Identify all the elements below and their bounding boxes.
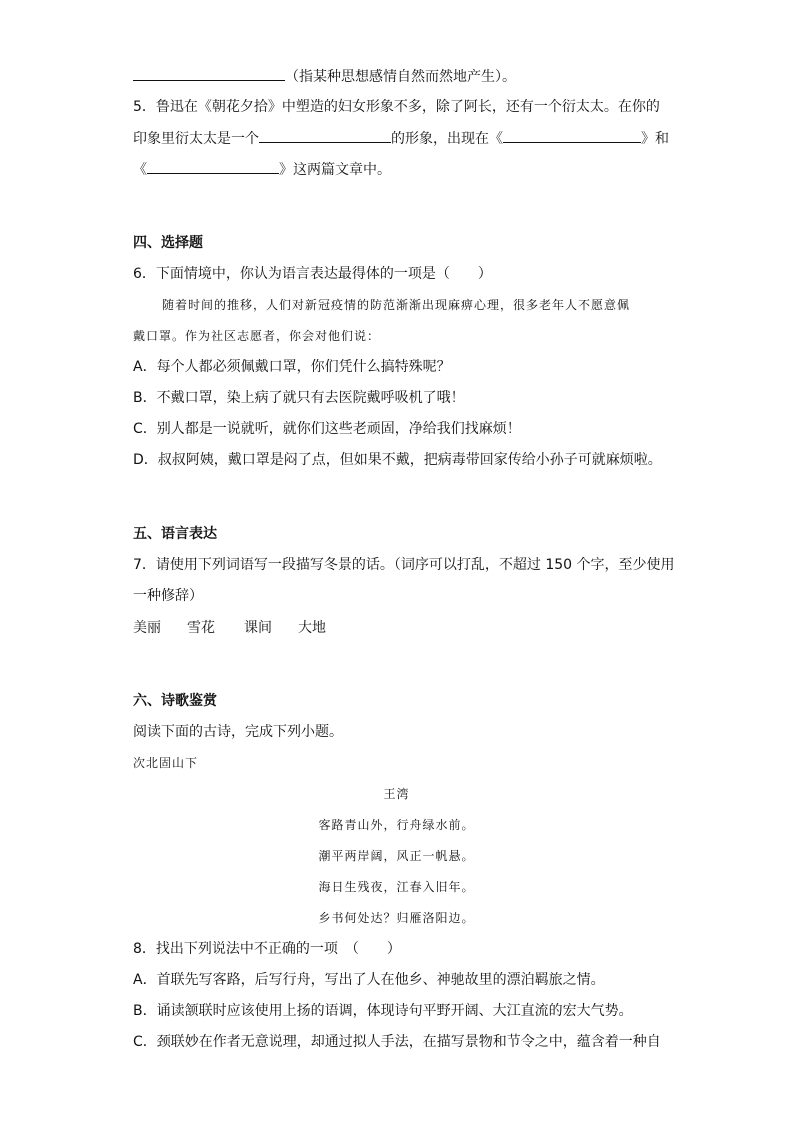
q6-context-1: 随着时间的推移，人们对新冠疫情的防范渐渐出现麻痹心理，很多老年人不愿意佩 xyxy=(162,298,631,312)
answer-blank[interactable] xyxy=(133,66,285,81)
q5-text-a: 印象里衍太太是一个 xyxy=(133,131,259,147)
q8-option-b[interactable]: B．诵读颔联时应该使用上扬的语调，体现诗句平野开阔、大江直流的宏大气势。 xyxy=(133,1003,633,1019)
q6-stem: 6．下面情境中，你认为语言表达最得体的一项是（ ） xyxy=(133,266,492,282)
q7-word: 课间 xyxy=(244,620,272,636)
q5-text-b: 的形象，出现在《 xyxy=(391,131,503,147)
q7-line-1: 7．请使用下列词语写一段描写冬景的话。（词序可以打乱，不超过 150 个字，至少使用 xyxy=(133,557,675,573)
answer-blank[interactable] xyxy=(503,128,641,143)
answer-blank[interactable] xyxy=(147,159,279,174)
q7-word: 美丽 xyxy=(133,620,161,636)
q8-option-a[interactable]: A．首联先写客路，后写行舟，写出了人在他乡、神驰故里的漂泊羁旅之情。 xyxy=(133,972,605,988)
q5-text-c: 》和 xyxy=(641,131,669,147)
answer-blank[interactable] xyxy=(259,128,391,143)
q5-line-1: 5．鲁迅在《朝花夕拾》中塑造的妇女形象不多，除了阿长，还有一个衍太太。在你的 xyxy=(133,99,660,115)
q5-text-e: 》这两篇文章中。 xyxy=(279,162,391,178)
section-heading-4: 四、选择题 xyxy=(133,235,203,251)
q5-text-d: 《 xyxy=(133,162,147,178)
q8-option-c[interactable]: C．颈联妙在作者无意说理，却通过拟人手法，在描写景物和节令之中，蕴含着一种自 xyxy=(133,1034,661,1050)
q4-tail-text: （指某种思想感情自然而然地产生）。 xyxy=(285,69,516,85)
section-heading-6: 六、诗歌鉴赏 xyxy=(133,693,217,709)
q6-context-2: 戴口罩。作为社区志愿者，你会对他们说： xyxy=(133,329,381,343)
poem-line: 乡书何处达？归雁洛阳边。 xyxy=(318,911,475,925)
q6-option-d[interactable]: D．叔叔阿姨，戴口罩是闷了点，但如果不戴，把病毒带回家传给小孙子可就麻烦啦。 xyxy=(133,452,662,468)
q7-word: 大地 xyxy=(298,620,326,636)
poem-title: 次北固山下 xyxy=(133,756,199,770)
poem-author: 王湾 xyxy=(383,787,410,801)
poem-line: 潮平两岸阔，风正一帆悬。 xyxy=(318,849,475,863)
q5-line-3 xyxy=(133,159,391,180)
q6-option-b[interactable]: B．不戴口罩，染上病了就只有去医院戴呼吸机了哦！ xyxy=(133,390,465,406)
section-heading-5: 五、语言表达 xyxy=(133,526,217,542)
poem-line: 海日生残夜，江春入旧年。 xyxy=(318,880,475,894)
q6-option-c[interactable]: C．别人都是一说就听，就你们这些老顽固，净给我们找麻烦！ xyxy=(133,421,521,437)
poem-line: 客路青山外，行舟绿水前。 xyxy=(318,818,475,832)
poem-intro: 阅读下面的古诗，完成下列小题。 xyxy=(133,724,343,740)
q7-line-2: 一种修辞） xyxy=(133,588,203,604)
q5-line-2 xyxy=(133,128,669,149)
q7-word: 雪花 xyxy=(187,620,215,636)
q6-option-a[interactable]: A．每个人都必须佩戴口罩，你们凭什么搞特殊呢？ xyxy=(133,359,451,375)
q8-stem: 8．找出下列说法中不正确的一项 （ ） xyxy=(133,941,401,957)
q4-tail-line xyxy=(133,66,516,87)
